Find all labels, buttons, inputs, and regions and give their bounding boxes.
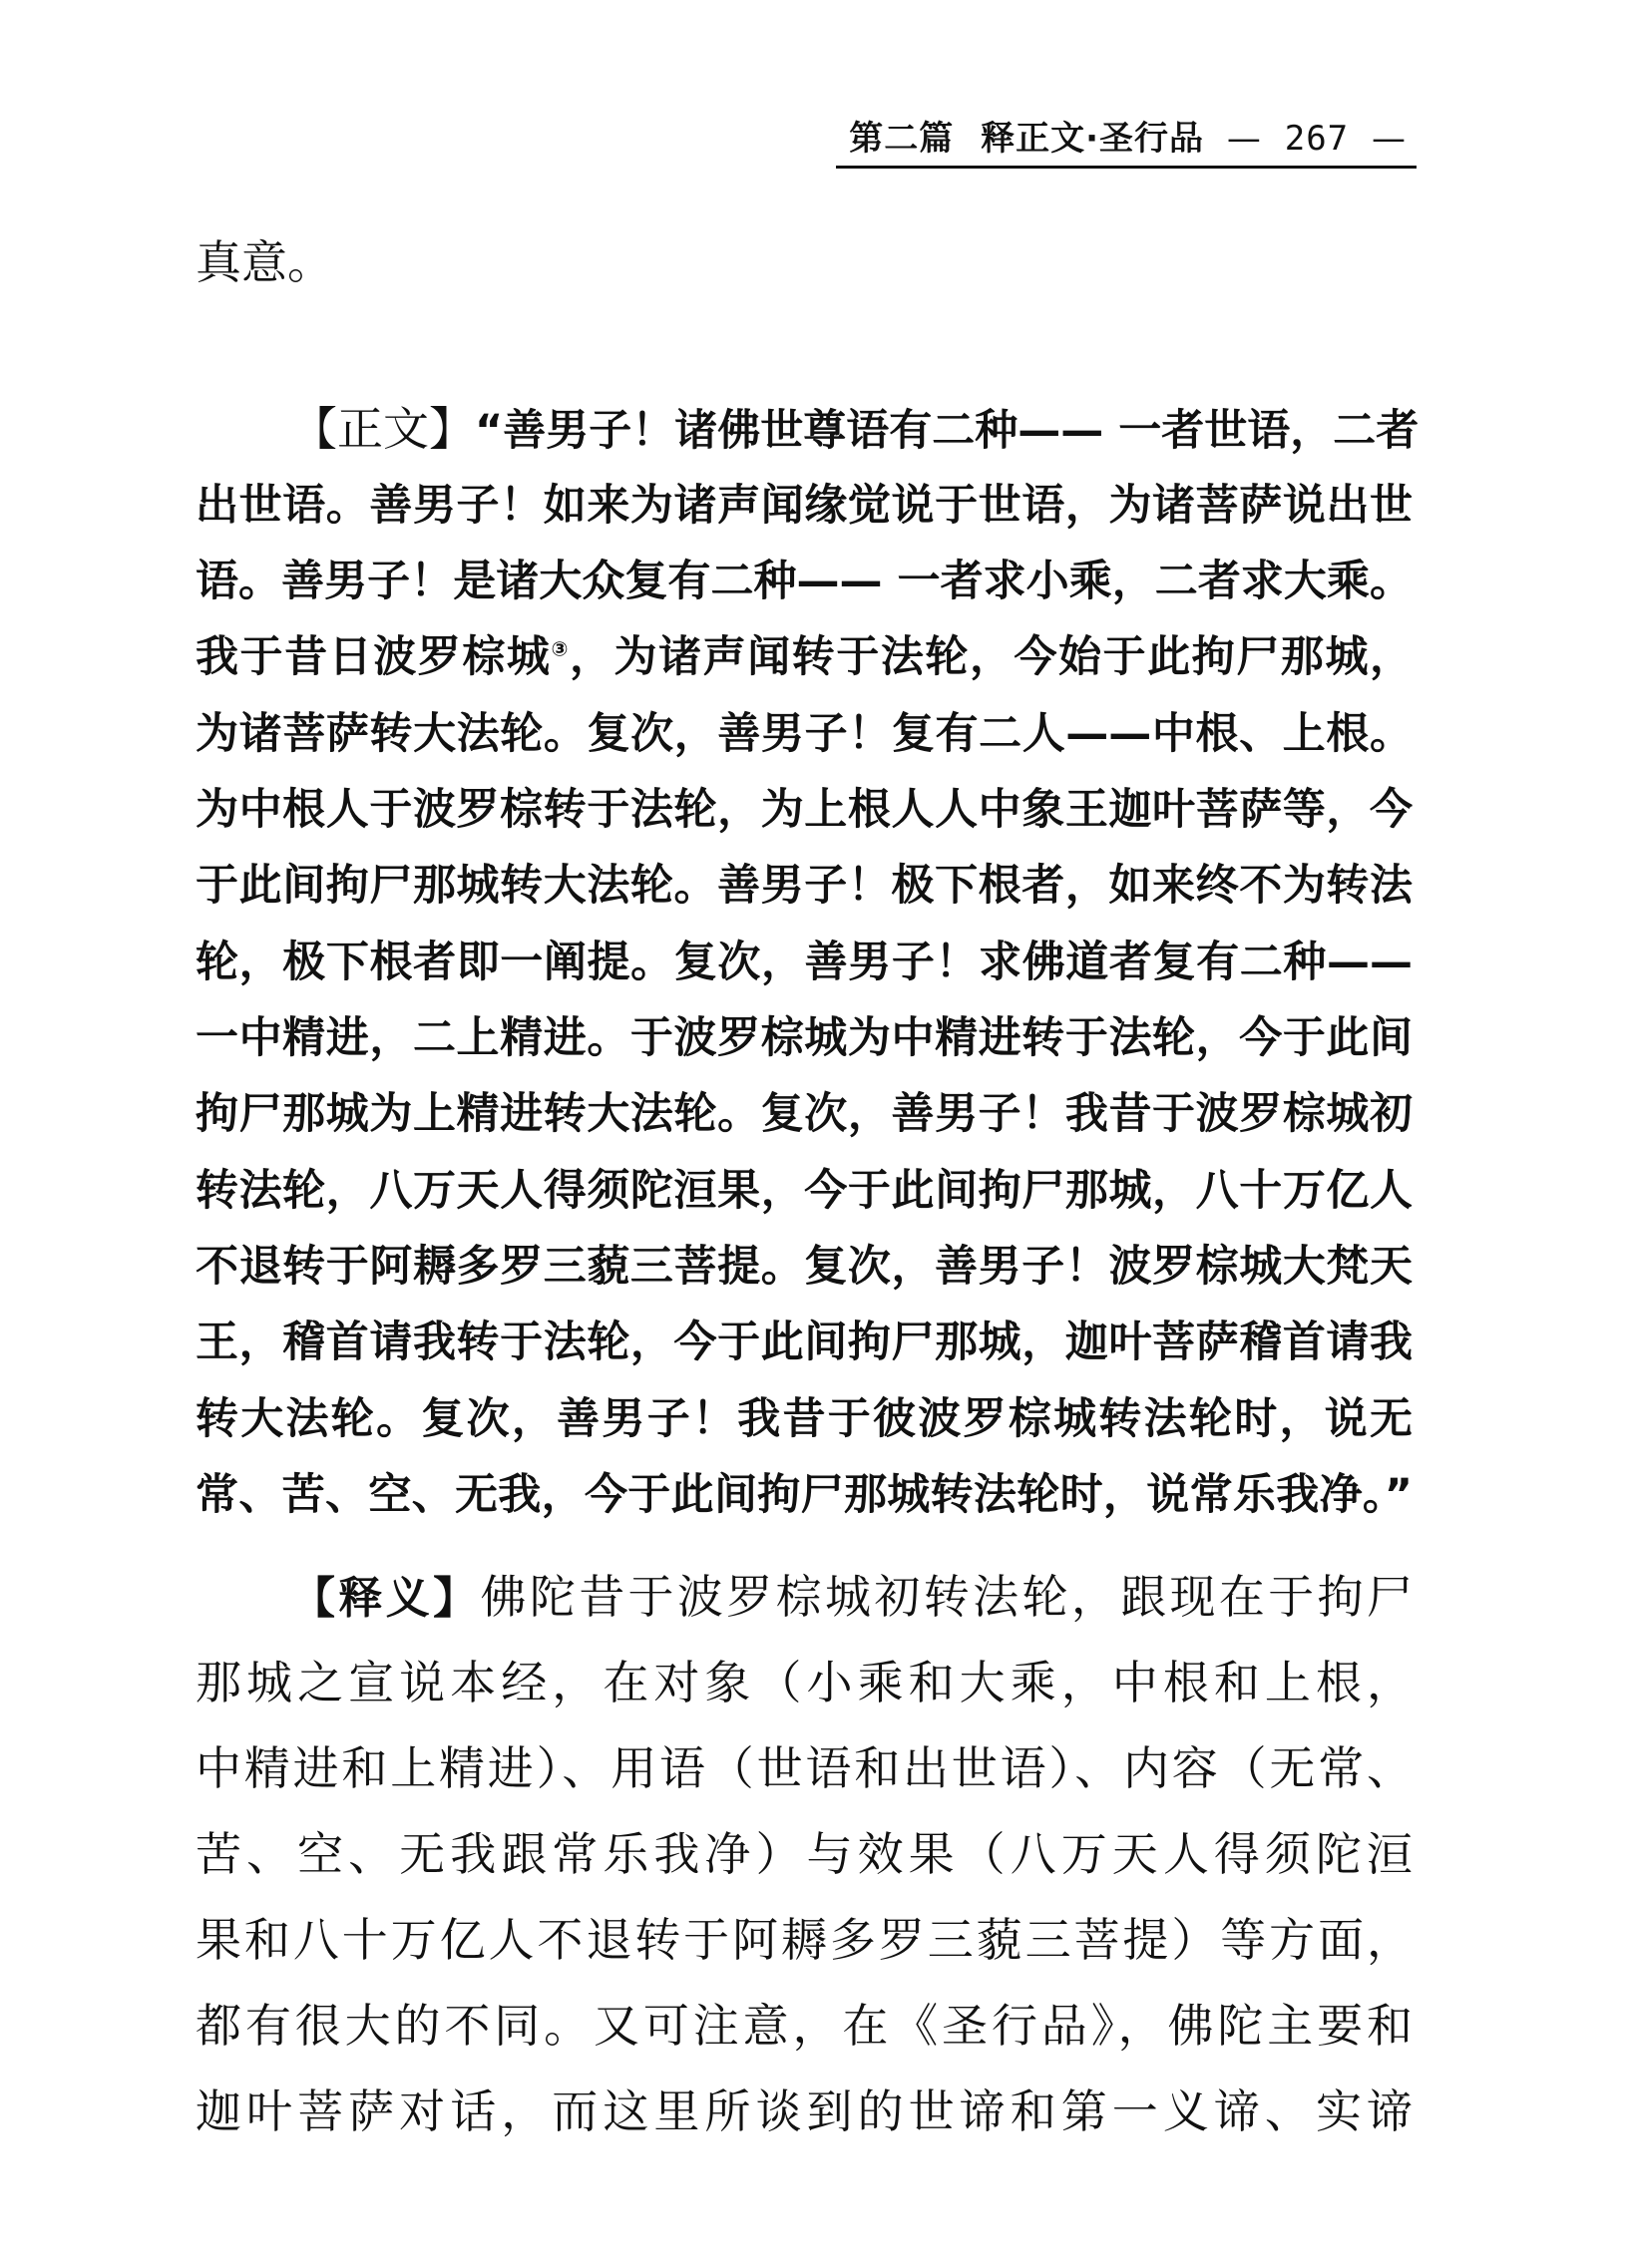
page-number: 267 <box>1284 119 1350 159</box>
header-title: 释正文·圣行品 <box>981 119 1205 159</box>
zhengwen-line-4 <box>196 622 1413 692</box>
zhengwen-line-15: 常、苦、空、无我，今于此间拘尸那城转法轮时，说常乐我净。” <box>196 1470 1413 1520</box>
footnote-reference: ③ <box>551 636 570 661</box>
shiyi-line-5: 果和八十万亿人不退转于阿耨多罗三藐三菩提）等方面， <box>196 1913 1413 1967</box>
zhengwen-line-4b: ，为诸声闻转于法轮，今始于此拘尸那城， <box>569 632 1414 682</box>
zhengwen-line-12: 不退转于阿耨多罗三藐三菩提。复次，善男子！波罗棕城大梵天 <box>196 1242 1413 1292</box>
zhengwen-line-9: 一中精进，二上精进。于波罗棕城为中精进转于法轮，今于此间 <box>196 1013 1413 1063</box>
zhengwen-line-5: 为诸菩萨转大法轮。复次，善男子！复有二人——中根、上根。 <box>196 709 1413 759</box>
zhengwen-line-2: 出世语。善男子！如来为诸声闻缘觉说于世语，为诸菩萨说出世 <box>196 481 1413 531</box>
zhengwen-line-8: 轮，极下根者即一阐提。复次，善男子！求佛道者复有二种—— <box>196 938 1413 987</box>
shiyi-line-7: 迦叶菩萨对话，而这里所谈到的世谛和第一义谛、实谛 <box>196 2084 1413 2138</box>
zhengwen-line-14: 转大法轮。复次，善男子！我昔于彼波罗棕城转法轮时，说无 <box>196 1394 1413 1444</box>
zhengwen-line-10: 拘尸那城为上精进转大法轮。复次，善男子！我昔于波罗棕城初 <box>196 1089 1413 1139</box>
zhengwen-line-3: 语。善男子！是诸大众复有二种—— 一者求小乘，二者求大乘。 <box>196 557 1413 606</box>
zhengwen-line-4a: 我于昔日波罗棕城 <box>196 632 552 682</box>
shiyi-line-4: 苦、空、无我跟常乐我净）与效果（八万天人得须陀洹 <box>196 1827 1413 1881</box>
zhengwen-marker: 【正文】 <box>291 402 475 456</box>
zhengwen-line-11: 转法轮，八万天人得须陀洹果，今于此间拘尸那城，八十万亿人 <box>196 1166 1413 1216</box>
shiyi-line-3: 中精进和上精进）、用语（世语和出世语）、内容（无常、 <box>196 1741 1413 1795</box>
zhengwen-line-13: 王，稽首请我转于法轮，今于此间拘尸那城，迦叶菩萨稽首请我 <box>196 1318 1413 1367</box>
header-dash-left: — <box>1226 119 1262 159</box>
shiyi-text: 佛陀昔于波罗棕城初转法轮，跟现在于拘尸 <box>480 1570 1414 1624</box>
header-dash-right: — <box>1372 119 1407 159</box>
zhengwen-line-1 <box>196 394 1420 464</box>
header-part: 第二篇 <box>849 119 955 159</box>
carryover-text: 真意。 <box>196 235 333 289</box>
zhengwen-line-6: 为中根人于波罗棕转于法轮，为上根人人中象王迦叶菩萨等，今 <box>196 785 1413 835</box>
shiyi-line-1 <box>196 1562 1413 1632</box>
running-head <box>836 112 1417 169</box>
zhengwen-text: “善男子！诸佛世尊语有二种—— 一者世语，二者 <box>475 406 1420 456</box>
shiyi-marker: 【释义】 <box>291 1573 481 1624</box>
shiyi-line-6: 都有很大的不同。又可注意，在《圣行品》，佛陀主要和 <box>196 1999 1413 2053</box>
shiyi-line-2: 那城之宣说本经，在对象（小乘和大乘，中根和上根， <box>196 1656 1413 1709</box>
zhengwen-line-7: 于此间拘尸那城转大法轮。善男子！极下根者，如来终不为转法 <box>196 861 1413 911</box>
